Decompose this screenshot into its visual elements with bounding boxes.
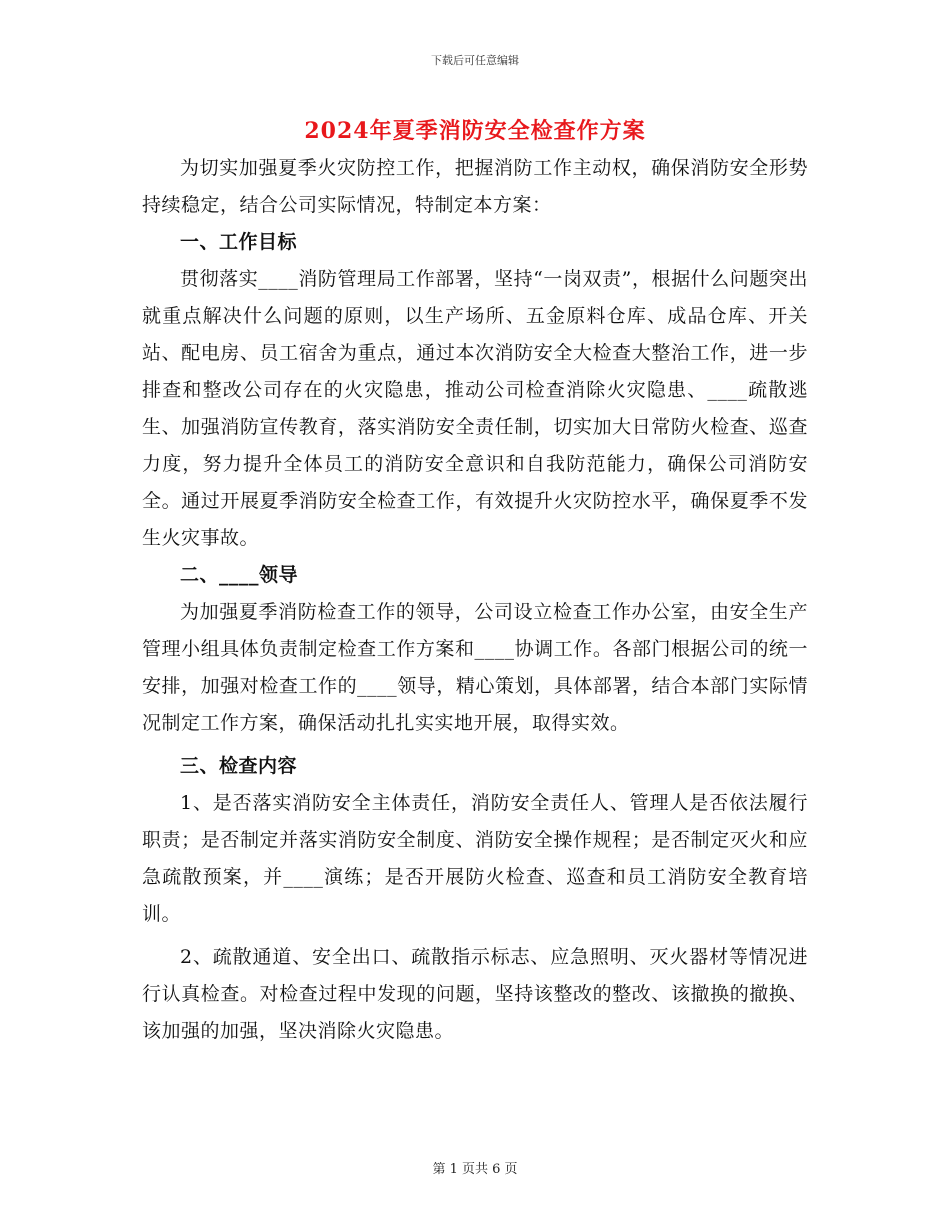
document-title: 2024年夏季消防安全检查作方案 [304, 118, 646, 144]
section-2-heading: 二、____领导 [180, 564, 299, 586]
section-3-item-1: 1、是否落实消防安全主体责任，消防安全责任人、管理人是否依法履行职责；是否制定并落实消防安全制度、消防安全操作规程；是否制定灭火和应急疏散预案，并____演练；是否开展防火检查、巡查和员工消防安全教育培训。 [142, 792, 808, 925]
section-2-paragraph: 为加强夏季消防检查工作的领导，公司设立检查工作办公室，由安全生产管理小组具体负责制定检查工作方案和____协调工作。各部门根据公司的统一安排，加强对检查工作的____领导，精心策划，具体部署，结合本部门实际情况制定工作方案，确保活动扎扎实实地开展，取得实效。 [142, 601, 808, 734]
document-body [142, 150, 808, 1050]
section-1-paragraph: 贯彻落实____消防管理局工作部署，坚持“一岗双责”，根据什么问题突出就重点解决什么问题的原则，以生产场所、五金原料仓库、成品仓库、开关站、配电房、员工宿舍为重点，通过本次消防安全大检查大整治工作，进一步排查和整改公司存在的火灾隐患，推动公司检查消除火灾隐患、____疏散逃生、加强消防宣传教育，落实消防安全责任制，切实加大日常防火检查、巡查力度，努力提升全体员工的消防安全意识和自我防范能力，确保公司消防安全。通过开展夏季消防安全检查工作，有效提升火灾防控水平，确保夏季不发生火灾事故。 [142, 268, 808, 549]
section-3-item-2: 2、疏散通道、安全出口、疏散指示标志、应急照明、灭火器材等情况进行认真检查。对检查过程中发现的问题，坚持该整改的整改、该撤换的撤换、该加强的加强，坚决消除火灾隐患。 [142, 946, 808, 1042]
section-1-heading: 一、工作目标 [180, 231, 298, 253]
intro-paragraph: 为切实加强夏季火灾防控工作，把握消防工作主动权，确保消防安全形势持续稳定，结合公司实际情况，特制定本方案： [142, 157, 808, 216]
header-note: 下载后可任意编辑 [431, 54, 519, 67]
page-footer: 第 1 页共 6 页 [432, 1162, 518, 1177]
section-3-heading: 三、检查内容 [180, 755, 298, 777]
